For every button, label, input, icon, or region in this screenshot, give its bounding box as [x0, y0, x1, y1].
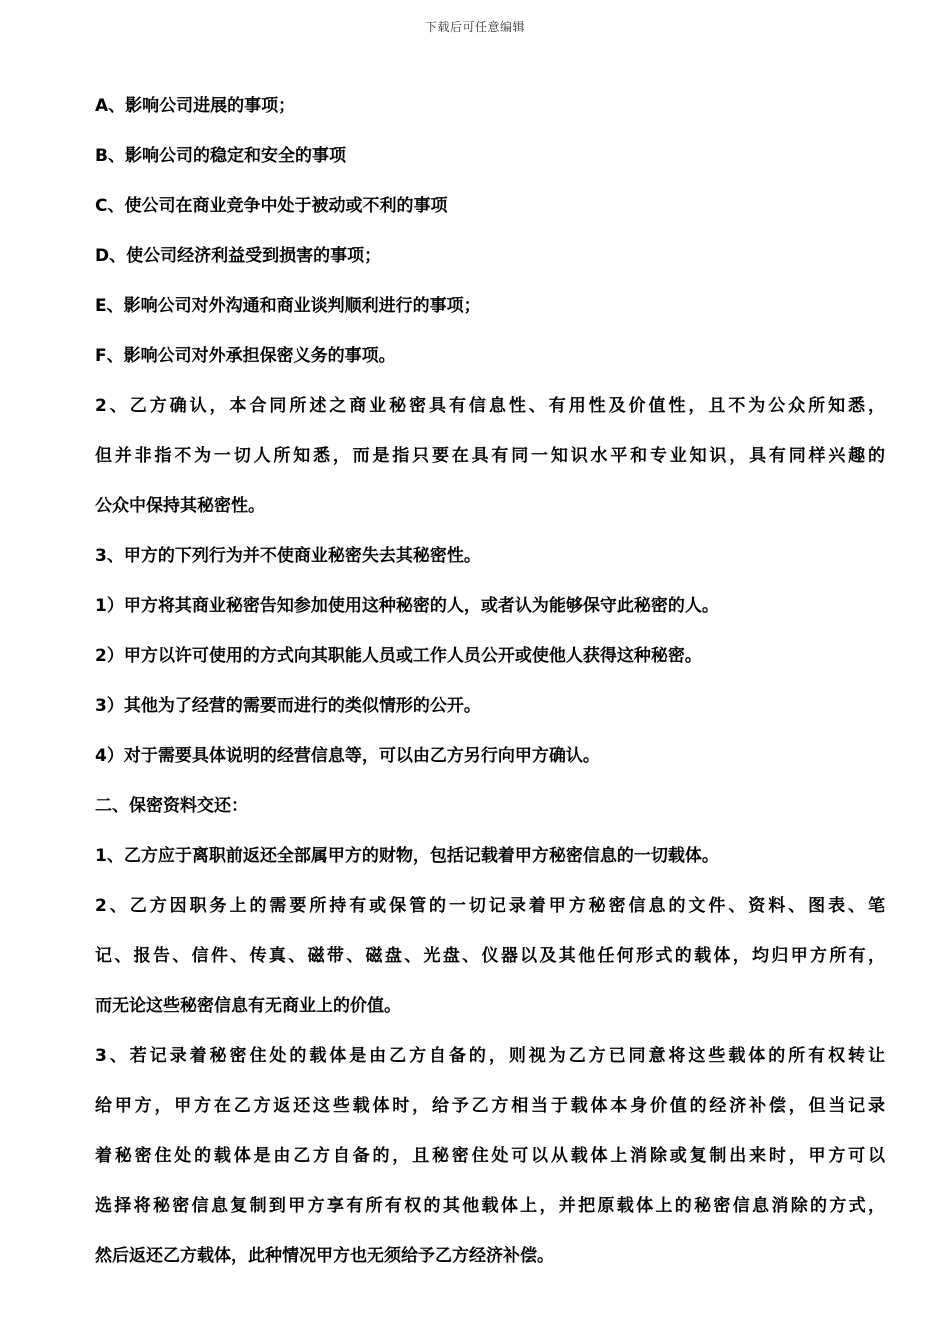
section-heading: 二、保密资料交还：: [95, 796, 248, 816]
item-1: 1）甲方将其商业秘密告知参加使用这种秘密的人，或者认为能够保守此秘密的人。: [95, 596, 719, 616]
return-clause-3-line-5: 然后返还乙方载体，此种情况甲方也无须给予乙方经济补偿。: [95, 1246, 554, 1266]
item-2: 2）甲方以许可使用的方式向其职能人员或工作人员公开或使他人获得这种秘密。: [95, 646, 702, 666]
clause-c: C、使公司在商业竞争中处于被动或不利的事项: [95, 196, 448, 216]
paragraph-2-line-1: 2、乙方确认，本合同所述之商业秘密具有信息性、有用性及价值性，且不为公众所知悉，: [95, 396, 885, 416]
item-3: 3）其他为了经营的需要而进行的类似情形的公开。: [95, 696, 481, 716]
return-clause-3-line-4: 选择将秘密信息复制到甲方享有所有权的其他载体上，并把原载体上的秘密信息消除的方式，: [95, 1196, 885, 1216]
document-body: [95, 92, 885, 1292]
clause-a: A、影响公司进展的事项；: [95, 96, 296, 116]
return-clause-3-line-2: 给甲方，甲方在乙方返还这些载体时，给予乙方相当于载体本身价值的经济补偿，但当记录: [95, 1096, 885, 1116]
clause-b: B、影响公司的稳定和安全的事项: [95, 146, 346, 166]
return-clause-1: 1、乙方应于离职前返还全部属甲方的财物，包括记载着甲方秘密信息的一切载体。: [95, 846, 719, 866]
paragraph-3: 3、甲方的下列行为并不使商业秘密失去其秘密性。: [95, 546, 481, 566]
paragraph-2-line-3: 公众中保持其秘密性。: [95, 496, 265, 516]
clause-f: F、影响公司对外承担保密义务的事项。: [95, 346, 396, 366]
item-4: 4）对于需要具体说明的经营信息等，可以由乙方另行向甲方确认。: [95, 746, 600, 766]
clause-e: E、影响公司对外沟通和商业谈判顺利进行的事项；: [95, 296, 481, 316]
return-clause-3-line-3: 着秘密住处的载体是由乙方自备的，且秘密住处可以从载体上消除或复制出来时，甲方可以: [95, 1146, 885, 1166]
return-clause-3-line-1: 3、若记录着秘密住处的载体是由乙方自备的，则视为乙方已同意将这些载体的所有权转让: [95, 1046, 885, 1066]
paragraph-2-line-2: 但并非指不为一切人所知悉，而是指只要在具有同一知识水平和专业知识，具有同样兴趣的: [95, 446, 885, 466]
page-header: 下载后可任意编辑: [424, 20, 525, 34]
return-clause-2-line-2: 记、报告、信件、传真、磁带、磁盘、光盘、仪器以及其他任何形式的载体，均归甲方所有，: [95, 946, 885, 966]
return-clause-2-line-3: 而无论这些秘密信息有无商业上的价值。: [95, 996, 401, 1016]
clause-d: D、使公司经济利益受到损害的事项；: [95, 246, 382, 266]
return-clause-2-line-1: 2、乙方因职务上的需要所持有或保管的一切记录着甲方秘密信息的文件、资料、图表、笔: [95, 896, 885, 916]
